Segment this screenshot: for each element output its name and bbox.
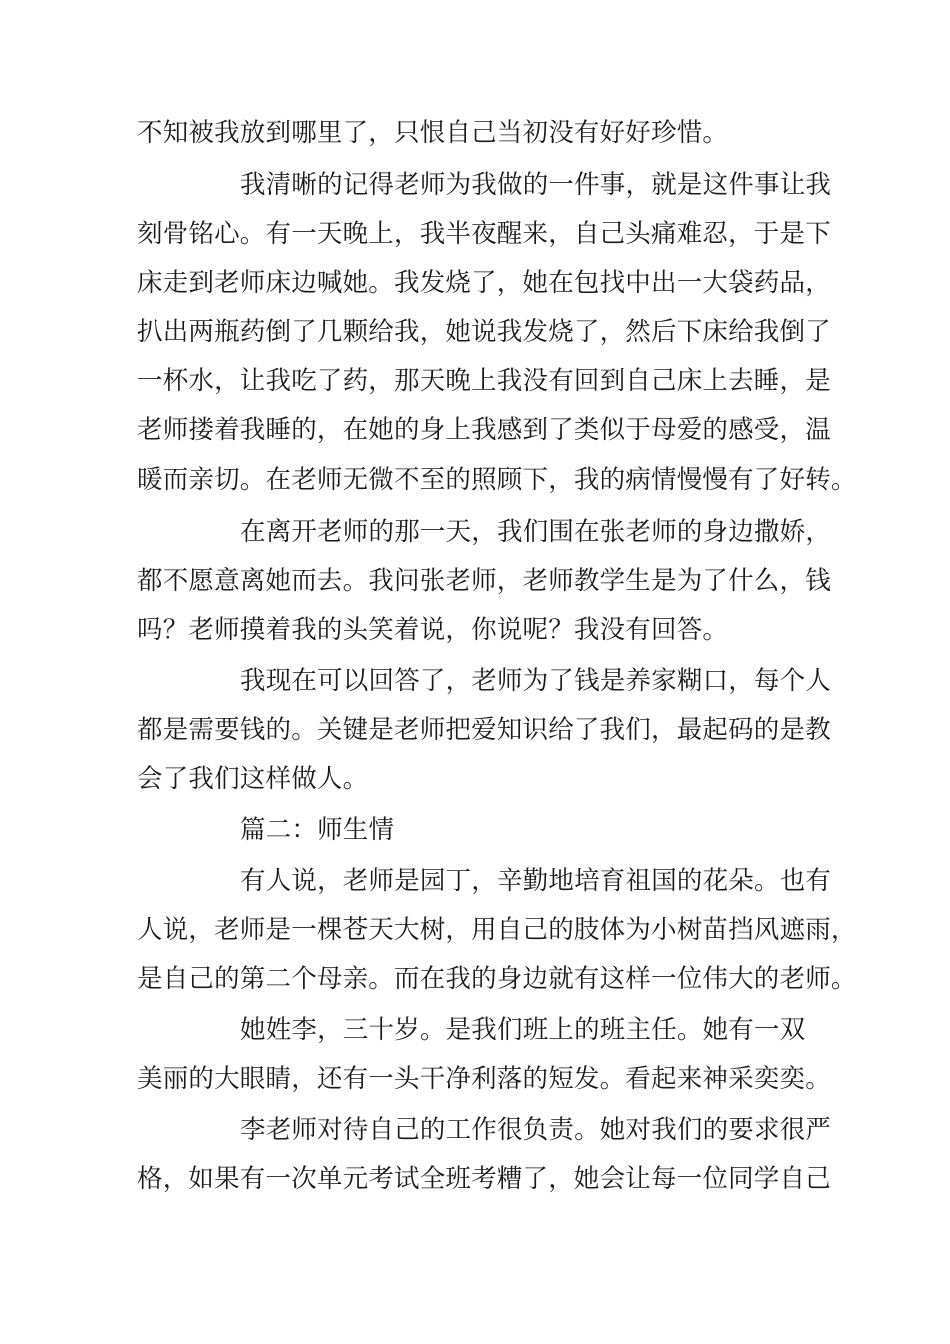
paragraph-start-line: 她姓李，三十岁。是我们班上的班主任。她有一双 [240, 1015, 806, 1045]
paragraph-start-line: 有人说，老师是园丁，辛勤地培育祖国的花朵。也有 [240, 866, 832, 896]
text-line-7: 老师搂着我睡的，在她的身上我感到了类似于母爱的感受，温 [137, 415, 831, 445]
section-heading: 篇二：师生情 [240, 815, 395, 845]
text-line-3: 刻骨铭心。有一天晚上，我半夜醒来，自己头痛难忍，于是下 [137, 219, 831, 249]
paragraph-start-line: 我现在可以回答了，老师为了钱是养家糊口，每个人 [240, 666, 832, 696]
text-line-18: 是自己的第二个母亲。而在我的身边就有这样一位伟大的老师。 [137, 964, 857, 994]
text-line-4: 床走到老师床边喊她。我发烧了，她在包找中出一大袋药品， [137, 268, 831, 298]
text-line-8: 暖而亲切。在老师无微不至的照顾下，我的病情慢慢有了好转。 [137, 465, 857, 495]
text-line-20: 美丽的大眼睛，还有一头干净利落的短发。看起来神采奕奕。 [137, 1064, 831, 1094]
paragraph-start-line: 李老师对待自己的工作很负责。她对我们的要求很严 [240, 1115, 832, 1145]
text-line-1: 不知被我放到哪里了，只恨自己当初没有好好珍惜。 [137, 118, 729, 148]
paragraph-start-line: 我清晰的记得老师为我做的一件事，就是这件事让我 [240, 170, 832, 200]
text-line-10: 都不愿意离她而去。我问张老师，老师教学生是为了什么，钱 [137, 566, 831, 596]
paragraph-start-line: 在离开老师的那一天，我们围在张老师的身边撒娇， [240, 517, 832, 547]
text-line-22: 格，如果有一次单元考试全班考糟了，她会让每一位同学自己 [137, 1164, 831, 1194]
text-line-14: 会了我们这样做人。 [137, 764, 369, 794]
text-line-17: 人说，老师是一棵苍天大树，用自己的肢体为小树苗挡风遮雨， [137, 915, 857, 945]
text-line-6: 一杯水，让我吃了药，那天晚上我没有回到自己床上去睡，是 [137, 366, 831, 396]
text-line-11: 吗？老师摸着我的头笑着说，你说呢？我没有回答。 [137, 615, 729, 645]
text-line-13: 都是需要钱的。关键是老师把爱知识给了我们，最起码的是教 [137, 715, 831, 745]
text-line-5: 扒出两瓶药倒了几颗给我，她说我发烧了，然后下床给我倒了 [137, 317, 831, 347]
